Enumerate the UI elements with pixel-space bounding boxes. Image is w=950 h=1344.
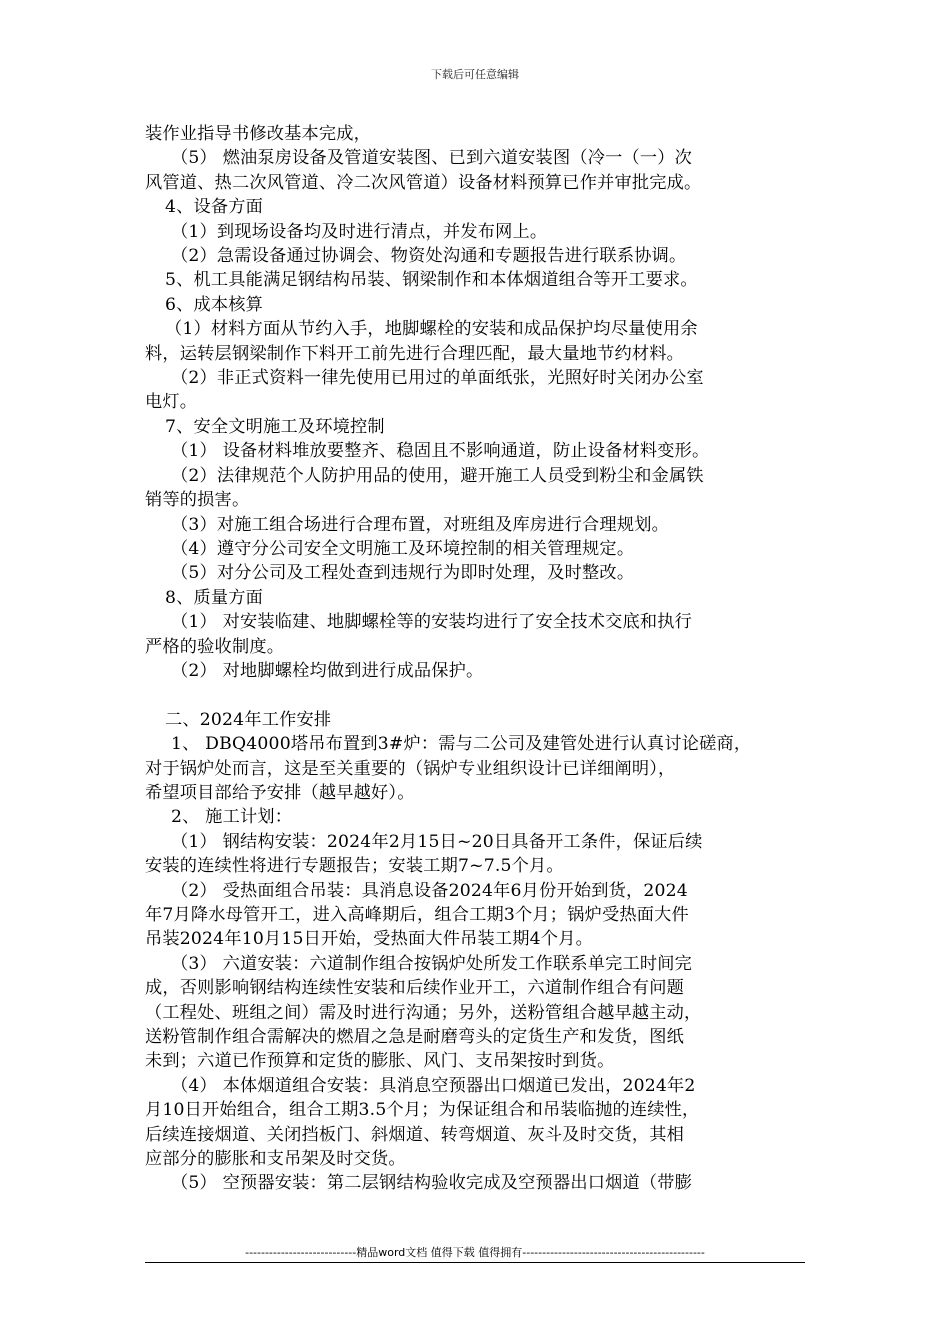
text-line: （4） 本体烟道组合安装：具消息空预器出口烟道已发出，2024年2 [171, 1075, 696, 1096]
text-line: （工程处、班组之间）需及时进行沟通；另外，送粉管组合越早越主动， [145, 1002, 702, 1023]
text-line: （1） 对安装临建、地脚螺栓等的安装均进行了安全技术交底和执行 [171, 612, 693, 633]
text-line: 2、 施工计划： [171, 807, 293, 828]
section-heading: 二、2024年工作安排 [165, 709, 332, 730]
text-line: 成，否则影响钢结构连续性安装和后续作业开工，六道制作组合有问题 [145, 978, 685, 999]
footer-divider [145, 1262, 805, 1263]
page-header: 下载后可任意编辑 [431, 68, 519, 81]
text-line: 销等的损害。 [145, 490, 250, 511]
text-line: 送粉管制作组合需解决的燃眉之急是耐磨弯头的定货生产和发货，图纸 [145, 1027, 685, 1048]
text-line: （1） 设备材料堆放要整齐、稳固且不影响通道，防止设备材料变形。 [171, 441, 710, 462]
text-line: 风管道、热二次风管道、冷二次风管道）设备材料预算已作并审批完成。 [145, 172, 702, 193]
section-heading: 6、成本核算 [165, 294, 264, 315]
text-line: （2）非正式资料一律先使用已用过的单面纸张，光照好时关闭办公室 [171, 368, 704, 389]
page-footer: ----------------------------精品word文档 值得下载 值得拥有---------------------------------------------- [245, 1246, 705, 1259]
text-line: 料，运转层钢梁制作下料开工前先进行合理匹配，最大量地节约材料。 [145, 343, 685, 364]
text-line: 5、机工具能满足钢结构吊装、钢梁制作和本体烟道组合等开工要求。 [165, 270, 698, 291]
text-line: （1）材料方面从节约入手，地脚螺栓的安装和成品保护均尽量使用余 [165, 319, 698, 340]
text-line: （5） 空预器安装：第二层钢结构验收完成及空预器出口烟道（带膨 [171, 1173, 693, 1194]
text-line: （2）法律规范个人防护用品的使用，避开施工人员受到粉尘和金属铁 [171, 465, 704, 486]
text-line: （5）对分公司及工程处查到违规行为即时处理，及时整改。 [171, 563, 635, 584]
text-line: （1）到现场设备均及时进行清点，并发布网上。 [171, 221, 548, 242]
text-line: 对于锅炉处而言，这是至关重要的（锅炉专业组织设计已详细阐明）， [145, 758, 676, 779]
text-line: 应部分的膨胀和支吊架及时交货。 [145, 1149, 406, 1170]
text-line: （3） 六道安装：六道制作组合按锅炉处所发工作联系单完工时间完 [171, 953, 693, 974]
text-line: （2） 对地脚螺栓均做到进行成品保护。 [171, 660, 484, 681]
text-line: 严格的验收制度。 [145, 636, 285, 657]
text-line: 年7月降水母管开工，进入高峰期后，组合工期3个月；锅炉受热面大件 [145, 904, 689, 925]
section-heading: 7、安全文明施工及环境控制 [165, 416, 385, 437]
text-line: 安装的连续性将进行专题报告；安装工期7~7.5个月。 [145, 856, 564, 877]
text-line: （2） 受热面组合吊装：具消息设备2024年6月份开始到货，2024 [171, 880, 688, 901]
document-body [145, 122, 805, 1196]
text-line: 1、 DBQ4000塔吊布置到3#炉：需与二公司及建管处进行认真讨论磋商， [171, 734, 752, 755]
text-line: 未到；六道已作预算和定货的膨胀、风门、支吊架按时到货。 [145, 1051, 615, 1072]
blank-line [145, 683, 805, 707]
text-line: （4）遵守分公司安全文明施工及环境控制的相关管理规定。 [171, 538, 635, 559]
text-line: （1） 钢结构安装：2024年2月15日~20日具备开工条件，保证后续 [171, 831, 703, 852]
text-line: （3）对施工组合场进行合理布置，对班组及库房进行合理规划。 [171, 514, 669, 535]
section-heading: 8、质量方面 [165, 587, 264, 608]
section-heading: 4、设备方面 [165, 197, 264, 218]
text-line: 吊装2024年10月15日开始，受热面大件吊装工期4个月。 [145, 929, 593, 950]
text-line: 装作业指导书修改基本完成， [145, 124, 372, 144]
text-line: （2）急需设备通过协调会、物资处沟通和专题报告进行联系协调。 [171, 246, 687, 267]
text-line: 月10日开始组合，组合工期3.5个月；为保证组合和吊装临抛的连续性， [145, 1100, 700, 1121]
text-line: 后续连接烟道、关闭挡板门、斜烟道、转弯烟道、灰斗及时交货，其相 [145, 1124, 685, 1145]
text-line: 电灯。 [145, 392, 198, 413]
text-line: 希望项目部给予安排（越早越好）。 [145, 782, 415, 803]
text-line: （5） 燃油泵房设备及管道安装图、已到六道安装图（冷一（一）次 [171, 148, 693, 169]
